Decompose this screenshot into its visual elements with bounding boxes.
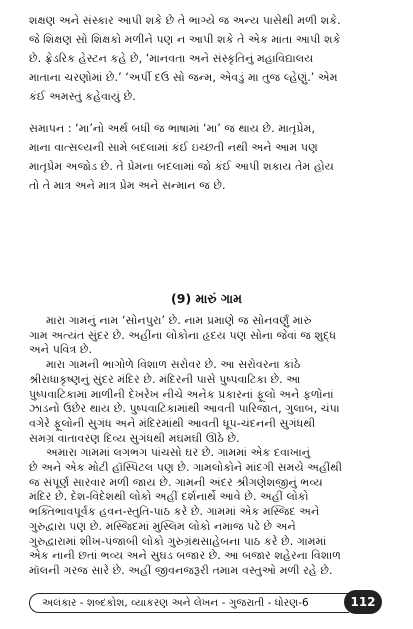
text-line: મારા ગામનું નામ ‘સોનપુરા’ છે. નામ પ્રમાણે જ સોનવર્ણું મારું: [46, 314, 312, 327]
text-line: પુષ્પવાટિકામાં માળીની દેખરેખ નીચે અનેક પ્રકારનાં ફૂલો અને ફળોનાં: [29, 387, 334, 401]
text-line: ભક્તિભાવપૂર્વક હવન-સ્તુતિ-પાઠ કરે છે. ગામમાં એક મસ્જિદ અને: [29, 505, 320, 519]
text-line: ગુરુદ્વારામાં શીખ-પંજાબી લોકો ગુરુગ્રંથસાહેબના પાઠ કરે છે. ગામમાં: [29, 534, 327, 548]
text-line: અને પવિત્ર છે.: [29, 343, 93, 357]
text-line: માતૃપ્રેમ અજોડ છે. તે પ્રેમના બદલામાં જો કંઈ આપી શકાય તેમ હોય: [29, 160, 334, 173]
text-line: શક્ષણ અને સંસ્કાર આપી શકે છે તે ભાગ્યે જ અન્ય પાસેથી મળી શકે.: [29, 14, 341, 27]
text-line: ગુરુદ્વારા પણ છે. મસ્જિદમાં મુસ્લિમ લોકો નમાજ પઢે છે અને: [29, 519, 296, 533]
text-line: ગામ અત્યંત સુંદર છે. અહીંના લોકોના હૃદય પણ સોના જેવાં જ શુદ્ધ: [29, 328, 337, 342]
section-heading: (9) મારું ગામ: [171, 291, 242, 306]
text-line: તો તે માત્ર અને માત્ર પ્રેમ અને સન્માન જ છે.: [29, 179, 226, 192]
text-line: કંઈ અમસ્તું કહેવાયું છે.: [29, 90, 136, 103]
footer-text: અલંકાર - શબ્દકોશ, વ્યાકરણ અને લેખન - ગુજરાતી - ધોરણ-6: [42, 596, 309, 609]
text-line: જે શિક્ષણ સો શિક્ષકો મળીને પણ ન આપી શકે તે એક માતા આપી શકે: [29, 33, 341, 46]
text-line: માના વાત્સલ્યની સામે બદલામાં કંઈ ઇચ્છતી નથી અને આમ પણ: [29, 141, 318, 154]
text-line: છે અને એક મોટી હૉસ્પિટલ પણ છે. ગામલોકોને માંદગી સમયે અહીંથી: [29, 461, 343, 474]
text-line: મંદિર છે. દેશ-વિદેશથી લોકો અહીં દર્શનાર્થે આવે છે. અહીં લોકો: [29, 490, 309, 504]
text-line: અમારા ગામમાં લગભગ પાંચસો ઘર છે. ગામમાં એક દવાખાનું: [46, 446, 311, 460]
text-line: મારા ગામની ભાગોળે વિશાળ સરોવર છે. આ સરોવરના કાંઠે: [46, 358, 301, 372]
text-line: જ સંપૂર્ણ સારવાર મળી જાય છે. ગામની અંદર શ્રીગણેશજીનું ભવ્ય: [29, 475, 323, 489]
text-line: સમાપન : ‘મા’નો અર્થ બધી જ ભાષામાં ‘મા’ જ થાય છે. માતૃપ્રેમ,: [29, 122, 316, 135]
text-line: છે. ફ્રેડરિક હેસ્ટન કહે છે, ‘માનવતા અને સંસ્કૃતિનું મહાવિદ્યાલય: [29, 52, 314, 65]
text-line: વગેરે ફૂલોની સુગંધ અને મંદિરમાંથી આવતી ધૂપ-ચંદનની સુગંધથી: [29, 416, 316, 430]
text-line: મૉલની ગરજ સારે છે. અહીં જીવનજરૂરી તમામ વસ્તુઓ મળી રહે છે.: [29, 563, 333, 577]
text-line: શ્રીરાધાકૃષ્ણનું સુંદર મંદિર છે. મંદિરની પાસે પુષ્પવાટિકા છે. આ: [29, 372, 301, 386]
text-line: માતાના ચરણોમાં છે.’ ‘અર્પી દઉં સો જન્મ, એવડું મા તુજ લ્હેણું.’ એમ: [29, 71, 338, 84]
text-line: ઝાડનો ઉછેર થાય છે. પુષ્પવાટિકામાંથી આવતી પારિજાત, ગુલાબ, ચંપા: [29, 402, 340, 416]
text-line: એક નાની છતાં ભવ્ય અને સુઘડ બજાર છે. આ બજાર શહેરના વિશાળ: [29, 549, 341, 563]
footer-bar: [29, 593, 349, 613]
page-number: 112: [344, 590, 382, 614]
text-line: સમગ્ર વાતાવરણ દિવ્ય સુગંધથી મઘમઘી ઊઠે છે.: [29, 431, 240, 445]
